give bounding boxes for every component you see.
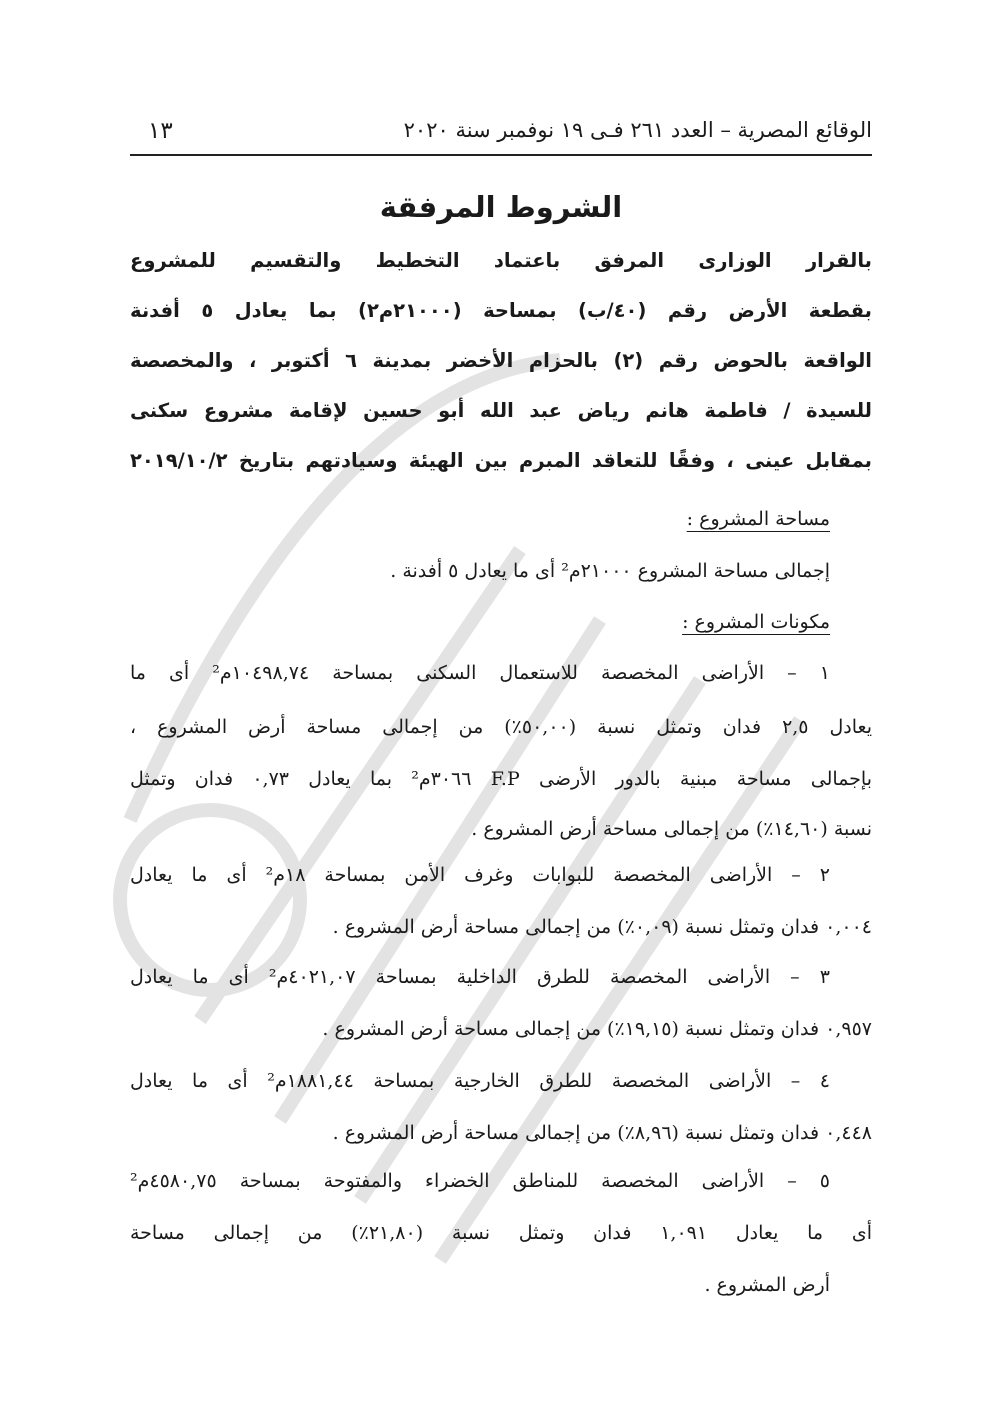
item5-line-2: أى ما يعادل ١,٠٩١ فدان وتمثل نسبة (٢١,٨٠٪) من إجمالى مساحة [130,1222,872,1244]
page-number: ١٣ [148,118,173,144]
subtitle-line-1: بالقرار الوزارى المرفق باعتماد التخطيط والتقسيم للمشروع [130,249,872,272]
document-title: الشروط المرفقة [379,190,623,224]
area-text: إجمالى مساحة المشروع ٢١٠٠٠م² أى ما يعادل ٥ أفدنة . [390,560,830,582]
item3-line-2: ٠,٩٥٧ فدان وتمثل نسبة (١٩,١٥٪) من إجمالى مساحة أرض المشروع . [322,1018,872,1040]
subtitle-line-2: بقطعة الأرض رقم (٤٠/ب) بمساحة (٢١٠٠٠م٢) بما يعادل ٥ أفدنة [130,299,872,322]
item1-line-3: بإجمالى مساحة مبنية بالدور الأرضى F.P ٣٠٦٦م² بما يعادل ٠,٧٣ فدان وتمثل [130,768,872,790]
item5-line-3: أرض المشروع . [704,1274,830,1296]
components-label: مكونات المشروع : [682,611,830,633]
item4-line-1: ٤ – الأراضى المخصصة للطرق الخارجية بمساحة ١٨٨١,٤٤م² أى ما يعادل [130,1070,830,1092]
item1-line-4: نسبة (١٤,٦٠٪) من إجمالى مساحة أرض المشروع . [471,818,872,840]
item2-line-2: ٠,٠٠٤ فدان وتمثل نسبة (٠,٠٩٪) من إجمالى مساحة أرض المشروع . [332,916,872,938]
item4-line-2: ٠,٤٤٨ فدان وتمثل نسبة (٨,٩٦٪) من إجمالى مساحة أرض المشروع . [332,1122,872,1144]
item1-line-1: ١ – الأراضى المخصصة للاستعمال السكنى بمساحة ١٠٤٩٨,٧٤م² أى ما [130,662,830,684]
item3-line-1: ٣ – الأراضى المخصصة للطرق الداخلية بمساحة ٤٠٢١,٠٧م² أى ما يعادل [130,966,830,988]
gazette-title: الوقائع المصرية – العدد ٢٦١ فـى ١٩ نوفمبر سنة ٢٠٢٠ [403,118,872,142]
item5-line-1: ٥ – الأراضى المخصصة للمناطق الخضراء والمفتوحة بمساحة ٤٥٨٠,٧٥م² [130,1170,830,1192]
page-header [130,112,872,156]
item1-line-2: يعادل ٢,٥ فدان وتمثل نسبة (٥٠,٠٠٪) من إجمالى مساحة أرض المشروع ، [130,716,872,738]
subtitle-line-4: للسيدة / فاطمة هانم رياض عبد الله أبو حسين لإقامة مشروع سكنى [130,399,872,422]
subtitle-line-5: بمقابل عينى ، وفقًا للتعاقد المبرم بين الهيئة وسيادتهم بتاريخ ٢٠١٩/١٠/٢ [130,449,872,472]
area-label: مساحة المشروع : [686,508,830,530]
item2-line-1: ٢ – الأراضى المخصصة للبوابات وغرف الأمن بمساحة ١٨م² أى ما يعادل [130,864,830,886]
subtitle-line-3: الواقعة بالحوض رقم (٢) بالحزام الأخضر بمدينة ٦ أكتوبر ، والمخصصة [130,349,872,372]
